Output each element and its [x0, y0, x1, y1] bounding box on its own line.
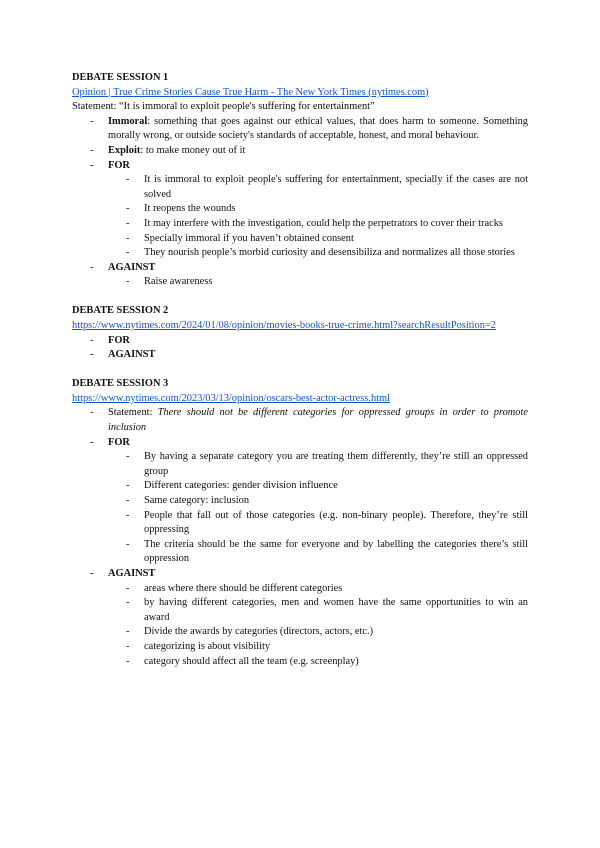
debate-session-3 [72, 377, 528, 669]
list-item: - Different categories: gender division influence [72, 479, 528, 494]
list-item: - areas where there should be different categories [72, 582, 528, 597]
statement: Statement: “It is immoral to exploit people's suffering for entertainment” [72, 101, 375, 113]
session-title: DEBATE SESSION 2 [72, 305, 169, 317]
against-label: AGAINST [108, 349, 156, 361]
against-section [72, 261, 528, 276]
session-title: DEBATE SESSION 1 [72, 72, 169, 83]
for-section [72, 334, 528, 349]
against-items [72, 582, 528, 670]
list-item: - The criteria should be the same for everyone and by labelling the categories there’s still oppression [72, 538, 528, 567]
list-item: - It may interfere with the investigation, could help the perpetrators to cover their tracks [72, 217, 528, 232]
session-3-list [72, 406, 528, 450]
list-item: - Same category: inclusion [72, 494, 528, 509]
for-section [72, 436, 528, 451]
list-item: - It is immoral to exploit people's suffering for entertainment, specially if the cases are not solved [72, 173, 528, 202]
list-item: - People that fall out of those categories (e.g. non-binary people). Therefore, they’re still oppressing [72, 509, 528, 538]
list-item: - Raise awareness [72, 275, 528, 290]
debate-session-1 [72, 71, 528, 290]
for-items [72, 173, 528, 261]
definition-term: Immoral [108, 115, 148, 127]
for-label: FOR [108, 436, 130, 448]
definition-text: : to make money out of it [140, 144, 246, 156]
list-item: - They nourish people’s morbid curiosity and desensibiliza and normalizes all those stories [72, 246, 528, 261]
for-label: FOR [108, 334, 130, 346]
for-section [72, 159, 528, 174]
definition-term: Exploit [108, 144, 141, 156]
against-heading [72, 567, 528, 582]
against-section [72, 567, 528, 582]
debate-session-2 [72, 304, 528, 362]
list-item: - Divide the awards by categories (directors, actors, etc.) [72, 625, 528, 640]
list-item: - by having different categories, men and women have the same opportunities to win an award [72, 596, 528, 625]
article-link[interactable]: https://www.nytimes.com/2023/03/13/opinion/oscars-best-actor-actress.html [72, 392, 390, 404]
definition-exploit [72, 144, 528, 159]
article-link[interactable]: https://www.nytimes.com/2024/01/08/opinion/movies-books-true-crime.html?searchResultPosition=2 [72, 320, 496, 331]
session-2-list [72, 334, 528, 363]
against-section [72, 348, 528, 363]
session-title: DEBATE SESSION 3 [72, 378, 169, 390]
for-label: FOR [108, 159, 130, 171]
against-heading [72, 261, 528, 276]
session-1-list [72, 115, 528, 173]
list-item: - category should affect all the team (e.g. screenplay) [72, 655, 528, 670]
for-items [72, 450, 528, 567]
article-link[interactable]: Opinion | True Crime Stories Cause True Harm - The New York Times (nytimes.com) [72, 86, 429, 98]
definition-text: : something that goes against our ethical values, that does harm to someone. Something morally wrong, or outside society's standards of acceptable, honest, and moral behaviour. [108, 115, 528, 142]
list-item: - By having a separate category you are treating them differently, they’re still an oppressed group [72, 450, 528, 479]
statement [72, 406, 528, 435]
definition-immoral [72, 115, 528, 144]
statement-label: Statement: [108, 407, 158, 419]
list-item: - Specially immoral if you haven’t obtained consent [72, 232, 528, 247]
list-item: - It reopens the wounds [72, 202, 528, 217]
statement-text: There should not be different categories for oppressed groups in order to promote inclusion [108, 407, 528, 434]
against-label: AGAINST [108, 568, 156, 579]
against-label: AGAINST [108, 261, 156, 273]
list-item: - categorizing is about visibility [72, 640, 528, 655]
against-items [72, 275, 528, 290]
